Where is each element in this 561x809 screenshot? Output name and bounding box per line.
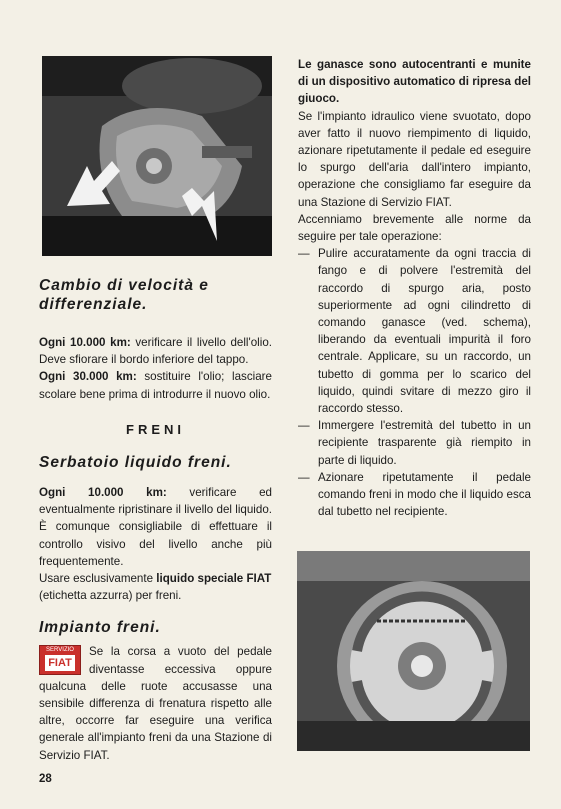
- paragraph-gearbox-change: [39, 368, 272, 402]
- step-text: Pulire accuratamente da ogni traccia di fango e di polvere l'estremità del raccordo di spurgo aria, posto superiormente ad ogni cilindretto di comando ganasce (ved. schema), liberando da eventuali impurità il foro centrale. Applicare, su un raccordo, un tubetto di gomma per lo scarico del liquido, quindi svitare di mezzo giro il raccordo stesso.: [318, 247, 531, 416]
- brake-system-block: [39, 643, 272, 763]
- gearbox-photo: [42, 56, 272, 256]
- freni-heading: FRENI: [126, 421, 185, 437]
- paragraph-text: verificare il livello dell'olio. Deve sfiorare il bordo inferiore del tappo.: [39, 336, 272, 367]
- paragraph-text: verificare ed eventualmente ripristinare il livello del liquido. È comunque consigliabile di effettuare il controllo visivo del livello anche più frequentemente.: [39, 486, 272, 568]
- left-column: [39, 276, 272, 764]
- interval-label: Ogni 10.000 km:: [39, 486, 167, 500]
- paragraph-text: sostituire l'olio; lasciare scolare bene prima di introdurre il nuovo olio.: [39, 370, 272, 401]
- interval-label: Ogni 10.000 km:: [39, 336, 131, 349]
- dash-marker: —: [298, 470, 310, 484]
- dash-marker: —: [298, 247, 310, 261]
- step-text: Azionare ripetutamente il pedale comando freni in modo che il liquido esca dal tubetto nel recipiente.: [318, 470, 531, 519]
- paragraph-gearbox-check: [39, 334, 272, 368]
- procedure-step-2: [298, 417, 531, 469]
- right-column: [298, 56, 531, 520]
- paragraph-brake-system: Se la corsa a vuoto del pedale diventasse eccessiva oppure qualcuna delle ruote accusasse una sensibile differenza di frenatura rispetto alle altre, occorre far eseguire una verifica generale all'impianto freni da una Stazione di Servizio FIAT.: [39, 645, 272, 762]
- fiat-logo: FIAT: [45, 655, 75, 671]
- section-title-gearbox: Cambio di velocità e differenziale.: [39, 277, 209, 313]
- servizio-fiat-badge: [39, 645, 81, 675]
- paragraph-text: (etichetta azzurra) per freni.: [39, 589, 182, 603]
- fluid-name: liquido speciale FIAT: [156, 572, 272, 586]
- paragraph-procedure-intro: Accenniamo brevemente alle norme da seguire per tale operazione:: [298, 212, 531, 244]
- brake-assembly-photo: [297, 551, 530, 751]
- interval-label: Ogni 30.000 km:: [39, 370, 137, 384]
- paragraph-bleeding: Se l'impianto idraulico viene svuotato, dopo aver fatto il nuovo riempimento di liquido, azionare ripetutamente il pedale ed eseguire lo spurgo dell'aria dall'intero impianto, operazione che consigliamo far eseguire da una Stazione di Servizio FIAT.: [298, 109, 531, 209]
- page-number: 28: [39, 773, 52, 785]
- procedure-step-1: [298, 245, 531, 417]
- paragraph-text: Usare esclusivamente: [39, 572, 157, 586]
- paragraph-self-centering-shoes: Le ganasce sono autocentranti e munite di un dispositivo automatico di ripresa del giuoco.: [298, 58, 531, 106]
- section-title-brake-system: Impianto freni.: [39, 619, 161, 637]
- step-text: Immergere l'estremità del tubetto in un recipiente trasparente già riempito in parte di liquido.: [318, 419, 531, 467]
- paragraph-brake-fluid-type: [39, 570, 272, 604]
- paragraph-brake-fluid-check: [39, 484, 272, 570]
- dash-marker: —: [298, 419, 310, 433]
- badge-top-text: SERVIZIO: [46, 647, 74, 654]
- section-title-brake-fluid: Serbatoio liquido freni.: [39, 454, 232, 472]
- procedure-step-3: [298, 469, 531, 521]
